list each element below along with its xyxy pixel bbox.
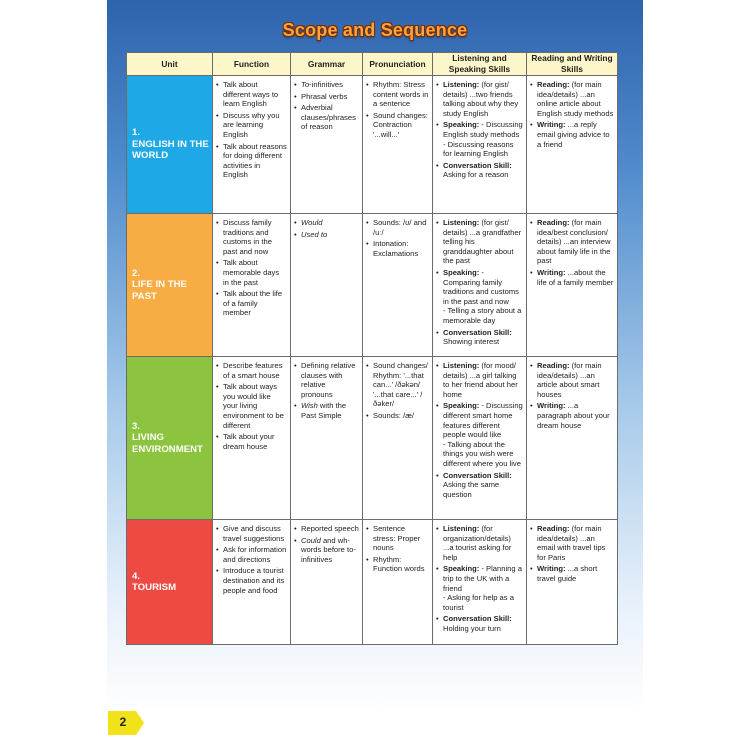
list-item: • Sounds: /ʊ/ and /uː/: [366, 218, 429, 237]
skill-text: Holding your turn: [443, 623, 501, 633]
header-unit: Unit: [127, 53, 213, 76]
reading-writing-cell: [527, 214, 618, 357]
skill-text: (for mood/ details) ...a girl talking to her friend about her home: [443, 361, 518, 399]
reading-writing-list: [530, 361, 614, 430]
skill-label: Listening:: [443, 218, 482, 227]
list-item: [436, 161, 523, 180]
skill-label: Reading:: [537, 524, 572, 533]
list-item: [294, 524, 359, 534]
grammar-term: Would: [301, 218, 323, 227]
skill-text: (for gist/ details) ...a grandfather telling his granddaughter about the past: [443, 218, 522, 266]
list-item: • Discuss family traditions and customs in the past and now: [216, 218, 287, 256]
skill-label: Writing:: [537, 267, 568, 277]
skill-text: - Discussing reasons for learning English: [443, 139, 514, 159]
page-number: 2: [119, 715, 127, 729]
listening-speaking-cell: [433, 214, 527, 357]
skill-text: - Discussing different smart home features different people would like: [443, 401, 523, 440]
list-item: • Rhythm: Stress content words in a sentence: [366, 80, 429, 109]
grammar-text: and wh-words before to-infinitives: [301, 535, 356, 564]
skill-text: (for main idea/details) ...an article about smart houses: [537, 361, 602, 399]
listening-speaking-list: [436, 218, 523, 347]
unit-cell: [127, 520, 213, 645]
skill-text: Showing interest: [443, 337, 500, 347]
function-cell: [213, 520, 291, 645]
list-item: [294, 401, 359, 420]
list-item: • Talk about different ways to learn English: [216, 80, 287, 109]
header-grammar: Grammar: [291, 53, 363, 76]
grammar-text: Adverbial clauses/phrases of reason: [301, 103, 356, 132]
skill-text: - Asking for help as a tourist: [443, 593, 514, 612]
list-item: [436, 80, 523, 118]
pronunciation-cell: [363, 76, 433, 214]
function-cell: [213, 214, 291, 357]
grammar-cell: [291, 214, 363, 357]
skill-text: Asking for a reason: [443, 170, 509, 180]
unit-cell: [127, 76, 213, 214]
list-item: [436, 361, 523, 399]
list-item: [530, 401, 614, 430]
list-item: [294, 80, 359, 90]
skill-text: Asking the same question: [443, 480, 500, 499]
skill-text: - Planning a trip to the UK with a friend: [443, 564, 522, 593]
grammar-cell: [291, 357, 363, 520]
header-function: Function: [213, 53, 291, 76]
list-item: [530, 524, 614, 562]
listening-speaking-list: [436, 361, 523, 499]
list-item: • Sound changes/ Rhythm: '...that can...' /ðəkən/ '...that care...' /ðəker/: [366, 361, 429, 409]
grammar-list: [294, 361, 359, 421]
list-item: • Give and discuss travel suggestions: [216, 524, 287, 543]
list-item: [294, 103, 359, 132]
skill-label: Conversation Skill:: [443, 327, 512, 337]
grammar-text: Phrasal verbs: [301, 91, 348, 101]
listening-speaking-cell: [433, 357, 527, 520]
list-item: • Rhythm: Function words: [366, 555, 429, 574]
skill-label: Listening:: [443, 361, 482, 370]
grammar-list: [294, 80, 359, 132]
skill-text: (for main idea/details) ...an email with travel tips for Paris: [537, 524, 606, 562]
reading-writing-list: [530, 218, 614, 287]
listening-speaking-list: [436, 524, 523, 634]
list-item: [294, 230, 359, 240]
grammar-cell: [291, 520, 363, 645]
function-list: [216, 218, 287, 318]
skill-text: - Talking about the things you wish were different where you live: [443, 439, 521, 468]
skill-text: ...a short travel guide: [537, 564, 598, 583]
skill-label: Reading:: [537, 361, 572, 370]
list-item: • Ask for information and directions: [216, 545, 287, 564]
skill-label: Conversation Skill:: [443, 614, 512, 624]
pronunciation-cell: [363, 214, 433, 357]
skill-label: Listening:: [443, 80, 482, 89]
grammar-term: Could: [301, 535, 321, 545]
list-item: • Intonation: Exclamations: [366, 239, 429, 258]
header-row: [127, 53, 618, 76]
pronunciation-cell: [363, 520, 433, 645]
grammar-text: Reported speech: [301, 524, 359, 533]
page-title: Scope and Sequence: [282, 20, 468, 40]
skill-label: Writing:: [537, 564, 568, 574]
unit-cell: [127, 357, 213, 520]
skill-label: Conversation Skill:: [443, 470, 512, 480]
pronunciation-list: [366, 218, 429, 258]
list-item: [530, 268, 614, 287]
unit-name: ENGLISH IN THE WORLD: [132, 138, 209, 162]
grammar-list: [294, 218, 359, 239]
unit-row: [127, 214, 618, 357]
grammar-term: Wish: [301, 401, 318, 411]
list-item: [436, 401, 523, 468]
header-pronunciation: Pronunciation: [363, 53, 433, 76]
list-item: • Sounds: /æ/: [366, 411, 429, 421]
list-item: • Sentence stress: Proper nouns: [366, 524, 429, 553]
skill-label: Speaking:: [443, 564, 482, 574]
unit-name: LIVING ENVIRONMENT: [132, 432, 203, 455]
skill-label: Reading:: [537, 80, 572, 89]
list-item: • Introduce a tourist destination and its people and food: [216, 566, 287, 595]
listening-speaking-cell: [433, 76, 527, 214]
skill-text: - Telling a story about a memorable day: [443, 306, 522, 325]
list-item: [436, 120, 523, 158]
pronunciation-list: [366, 524, 429, 574]
unit-number: 3.: [132, 420, 141, 432]
list-item: [436, 471, 523, 500]
reading-writing-list: [530, 80, 614, 149]
list-item: [530, 361, 614, 399]
reading-writing-list: [530, 524, 614, 584]
grammar-term: To: [301, 80, 310, 89]
grammar-cell: [291, 76, 363, 214]
skill-text: - Comparing family traditions and customs in the past and now: [443, 267, 519, 306]
list-item: [294, 92, 359, 102]
scope-sequence-table: [126, 52, 618, 645]
unit-row: [127, 76, 618, 214]
list-item: [436, 564, 523, 612]
unit-number: 2.: [132, 267, 141, 279]
reading-writing-cell: [527, 76, 618, 214]
list-item: • Talk about ways you would like your living environment to be different: [216, 382, 287, 430]
pronunciation-cell: [363, 357, 433, 520]
list-item: [436, 218, 523, 266]
list-item: • Discuss why you are learning English: [216, 111, 287, 140]
listening-speaking-cell: [433, 520, 527, 645]
skill-text: - Discussing English study methods: [443, 120, 523, 139]
list-item: • Sound changes: Contraction '...will...': [366, 111, 429, 140]
listening-speaking-list: [436, 80, 523, 180]
function-cell: [213, 76, 291, 214]
skill-text: (for main idea/details) ...an online article about English study methods: [537, 80, 614, 118]
unit-row: [127, 357, 618, 520]
skill-label: Conversation Skill:: [443, 160, 512, 170]
list-item: [436, 524, 523, 562]
reading-writing-cell: [527, 357, 618, 520]
page-number-badge: [108, 711, 144, 735]
skill-label: Writing:: [537, 401, 568, 411]
function-list: [216, 80, 287, 180]
function-list: [216, 361, 287, 451]
header-reading-writing: Reading and Writing Skills: [527, 53, 618, 76]
list-item: [294, 361, 359, 399]
list-item: [294, 218, 359, 228]
list-item: [530, 80, 614, 118]
skill-text: (for organization/details) ...a tourist asking for help: [443, 524, 512, 562]
list-item: [530, 564, 614, 583]
list-item: [436, 328, 523, 347]
skill-label: Listening:: [443, 524, 482, 533]
pronunciation-list: [366, 361, 429, 421]
list-item: • Talk about your dream house: [216, 432, 287, 451]
grammar-term: Used to: [301, 229, 328, 239]
unit-row: [127, 520, 618, 645]
skill-text: (for gist/ details) ...two friends talking about why they study English: [443, 80, 519, 118]
grammar-list: [294, 524, 359, 564]
function-cell: [213, 357, 291, 520]
list-item: [530, 120, 614, 149]
reading-writing-cell: [527, 520, 618, 645]
list-item: [530, 218, 614, 266]
skill-label: Speaking:: [443, 267, 482, 277]
skill-label: Reading:: [537, 218, 572, 227]
grammar-text: Defining relative clauses with relative pronouns: [301, 361, 356, 399]
grammar-text: with the Past Simple: [301, 401, 347, 420]
function-list: [216, 524, 287, 595]
unit-name: TOURISM: [132, 582, 177, 593]
skill-label: Speaking:: [443, 401, 482, 411]
grammar-text: -infinitives: [309, 80, 343, 89]
unit-number: 4.: [132, 570, 141, 582]
unit-cell: [127, 214, 213, 357]
list-item: • Talk about the life of a family member: [216, 289, 287, 318]
skill-label: Speaking:: [443, 120, 482, 130]
list-item: • Talk about reasons for doing different activities in English: [216, 142, 287, 180]
list-item: • Describe features of a smart house: [216, 361, 287, 380]
skill-label: Writing:: [537, 120, 568, 130]
list-item: [436, 614, 523, 633]
skill-text: ...about the life of a family member: [537, 267, 614, 287]
unit-number: 1.: [132, 127, 141, 139]
pronunciation-list: [366, 80, 429, 140]
list-item: [436, 268, 523, 326]
skill-text: ...a paragraph about your dream house: [537, 401, 610, 430]
skill-text: ...a reply email giving advice to a friend: [537, 120, 610, 149]
list-item: [294, 536, 359, 565]
skill-text: (for main idea/best conclusion/ details) ...an interview about family life in the past: [537, 218, 611, 266]
unit-name: LIFE IN THE PAST: [132, 279, 187, 302]
list-item: • Talk about memorable days in the past: [216, 258, 287, 287]
header-listening-speaking: Listening and Speaking Skills: [433, 53, 527, 76]
